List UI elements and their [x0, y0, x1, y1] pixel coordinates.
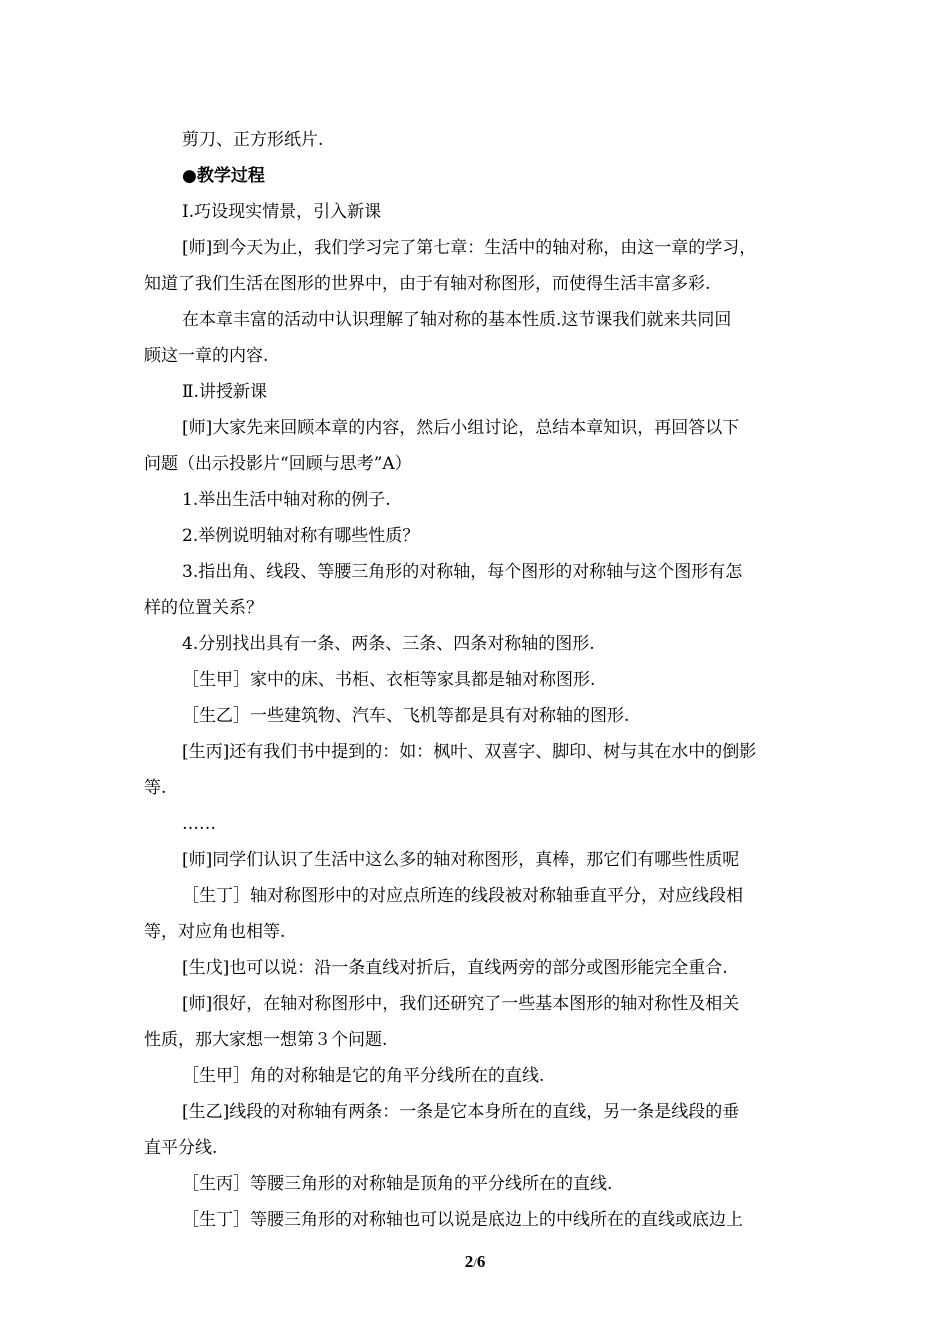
- text-line: 样的位置关系？: [144, 598, 263, 618]
- text-line: ……: [182, 814, 216, 834]
- page-body: [144, 122, 809, 1238]
- text-line: [生乙]线段的对称轴有两条：一条是它本身所在的直线，另一条是线段的垂: [182, 1102, 740, 1122]
- page-separator: /: [473, 1255, 477, 1270]
- text-line: ［生丁］等腰三角形的对称轴也可以说是底边上的中线所在的直线或底边上: [182, 1210, 743, 1230]
- text-line: ［生乙］一些建筑物、汽车、飞机等都是具有对称轴的图形.: [182, 706, 630, 726]
- text-line: 4.分别找出具有一条、两条、三条、四条对称轴的图形.: [182, 634, 595, 654]
- text-line: [师]同学们认识了生活中这么多的轴对称图形，真棒，那它们有哪些性质呢: [182, 850, 740, 870]
- text-line: ［生丙］等腰三角形的对称轴是顶角的平分线所在的直线.: [182, 1174, 613, 1194]
- text-line: [师]很好，在轴对称图形中，我们还研究了一些基本图形的轴对称性及相关: [182, 994, 740, 1014]
- page-current: 2: [464, 1252, 474, 1271]
- text-line: Ⅰ.巧设现实情景，引入新课: [182, 202, 382, 222]
- text-line: 性质，那大家想一想第３个问题.: [144, 1030, 388, 1050]
- text-line: [生丙]还有我们书中提到的：如：枫叶、双喜字、脚印、树与其在水中的倒影: [182, 742, 757, 762]
- text-line: ［生甲］家中的床、书柜、衣柜等家具都是轴对称图形.: [182, 670, 596, 690]
- text-line: ［生丁］轴对称图形中的对应点所连的线段被对称轴垂直平分，对应线段相: [182, 886, 743, 906]
- section-heading: ●教学过程: [182, 166, 265, 186]
- text-line: 在本章丰富的活动中认识理解了轴对称的基本性质.这节课我们就来共同回: [182, 310, 732, 330]
- text-line: 3.指出角、线段、等腰三角形的对称轴，每个图形的对称轴与这个图形有怎: [182, 562, 743, 582]
- text-line: 顾这一章的内容.: [144, 346, 269, 366]
- page-number: [0, 1250, 950, 1274]
- text-line: [师]大家先来回顾本章的内容，然后小组讨论，总结本章知识，再回答以下: [182, 418, 740, 438]
- text-line: Ⅱ.讲授新课: [182, 382, 267, 402]
- text-line: ［生甲］角的对称轴是它的角平分线所在的直线.: [182, 1066, 545, 1086]
- text-line: [生戊]也可以说：沿一条直线对折后，直线两旁的部分或图形能完全重合.: [182, 958, 728, 978]
- text-line: 2.举例说明轴对称有哪些性质？: [182, 526, 420, 546]
- text-line: 知道了我们生活在图形的世界中，由于有轴对称图形，而使得生活丰富多彩.: [144, 274, 711, 294]
- text-line: 等.: [144, 778, 167, 798]
- text-line: 剪刀、正方形纸片.: [182, 130, 324, 150]
- page-total: 6: [476, 1252, 486, 1271]
- text-line: 等，对应角也相等.: [144, 922, 286, 942]
- text-line: 1.举出生活中轴对称的例子.: [182, 490, 391, 510]
- text-line: 问题（出示投影片“回顾与思考”A）: [144, 454, 412, 474]
- text-line: 直平分线.: [144, 1138, 218, 1158]
- text-line: [师]到今天为止，我们学习完了第七章：生活中的轴对称，由这一章的学习，: [182, 238, 757, 258]
